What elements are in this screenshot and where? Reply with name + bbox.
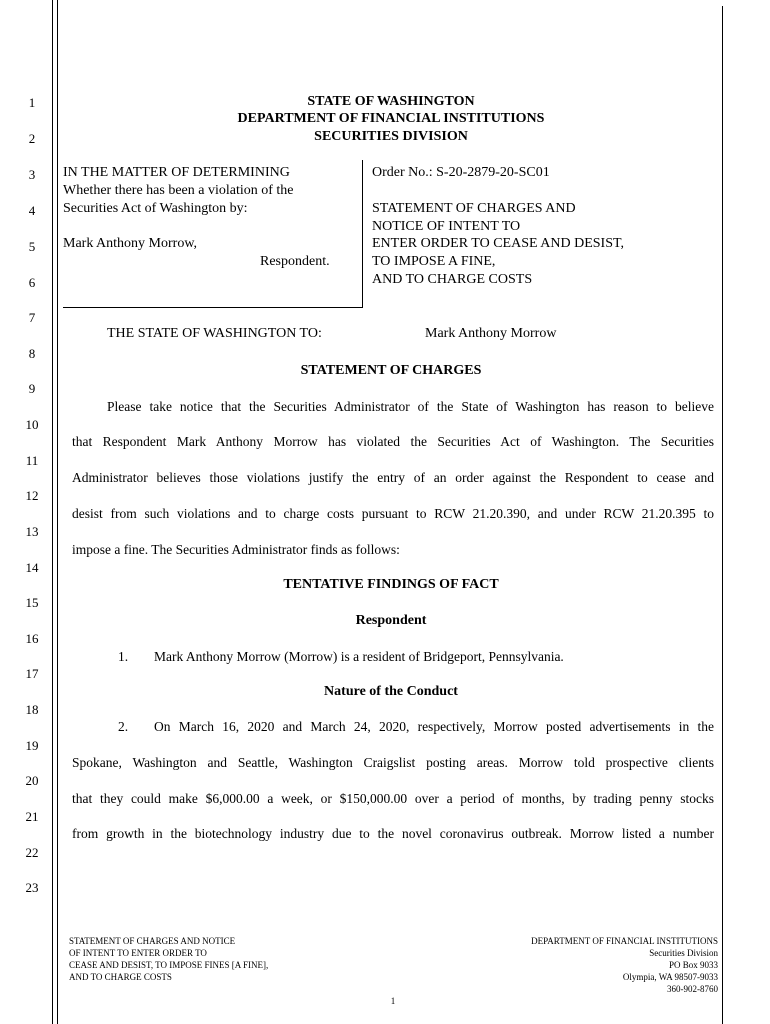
line-number: 6: [28, 275, 36, 290]
line-number: 17: [25, 666, 39, 681]
paragraph-2-number: 2.: [118, 719, 129, 734]
matter-line-2: Whether there has been a violation of the: [63, 183, 294, 198]
paragraph-1-text: Mark Anthony Morrow (Morrow) is a resident of Bridgeport, Pennsylvania.: [154, 649, 564, 664]
line-number: 9: [28, 381, 36, 396]
paragraph-2-line-4: from growth in the biotechnology industry due to the novel coronavirus outbreak. Morrow listed a number: [72, 826, 714, 841]
footer-left-line: AND TO CHARGE COSTS: [69, 972, 172, 982]
line-number: 23: [25, 880, 39, 895]
footer-left-line: STATEMENT OF CHARGES AND NOTICE: [69, 936, 236, 946]
paragraph-1-number: 1.: [118, 649, 129, 664]
right-margin-rule: [722, 6, 723, 1024]
line-number: 22: [25, 845, 39, 860]
footer-page-number: 1: [390, 996, 396, 1006]
line-number: 15: [25, 595, 39, 610]
caption-divider-vertical: [362, 160, 363, 308]
line-number: 11: [25, 453, 39, 468]
heading-findings-of-fact: TENTATIVE FINDINGS OF FACT: [283, 577, 499, 592]
header-state: STATE OF WASHINGTON: [307, 94, 475, 109]
order-title-line-3: ENTER ORDER TO CEASE AND DESIST,: [372, 236, 625, 251]
intro-line-5: impose a fine. The Securities Administrator finds as follows:: [72, 542, 400, 557]
heading-nature-of-conduct: Nature of the Conduct: [324, 684, 458, 699]
line-number: 13: [25, 524, 39, 539]
line-number: 2: [28, 131, 36, 146]
caption-divider-horizontal: [63, 307, 363, 308]
line-number: 8: [28, 346, 36, 361]
footer-left-block: [69, 935, 268, 983]
line-number: 18: [25, 702, 39, 717]
matter-line-3: Securities Act of Washington by:: [63, 201, 248, 216]
footer-right-line: PO Box 9033: [668, 960, 718, 970]
line-number: 4: [28, 203, 36, 218]
order-title-line-5: AND TO CHARGE COSTS: [372, 272, 533, 287]
left-margin-rule-inner: [57, 0, 58, 1024]
header-division: SECURITIES DIVISION: [314, 129, 468, 144]
left-margin-rule-outer: [52, 0, 53, 1024]
order-title-line-1: STATEMENT OF CHARGES AND: [372, 201, 576, 216]
order-title-line-4: TO IMPOSE A FINE,: [372, 254, 496, 269]
respondent-name: Mark Anthony Morrow,: [63, 236, 198, 251]
intro-line-2: that Respondent Mark Anthony Morrow has violated the Securities Act of Washington. The Securities: [72, 434, 714, 449]
footer-left-line: CEASE AND DESIST, TO IMPOSE FINES [A FINE],: [69, 960, 269, 970]
line-number: 10: [25, 417, 39, 432]
line-number: 20: [25, 773, 39, 788]
order-number: Order No.: S-20-2879-20-SC01: [372, 165, 550, 180]
paragraph-2-line-3: that they could make $6,000.00 a week, or $150,000.00 over a period of months, by trading penny stocks: [72, 791, 714, 806]
paragraph-2-line-1: On March 16, 2020 and March 24, 2020, respectively, Morrow posted advertisements in the: [154, 719, 714, 734]
line-number: 1: [28, 95, 36, 110]
footer-right-line: DEPARTMENT OF FINANCIAL INSTITUTIONS: [531, 936, 718, 946]
line-number: 16: [25, 631, 39, 646]
matter-line-1: IN THE MATTER OF DETERMINING: [63, 165, 290, 180]
addressee-label: THE STATE OF WASHINGTON TO:: [107, 326, 322, 341]
line-number: 12: [25, 488, 39, 503]
line-number: 7: [28, 310, 36, 325]
footer-right-line: Securities Division: [649, 948, 718, 958]
intro-line-1: Please take notice that the Securities Administrator of the State of Washington has reason to believe: [107, 399, 714, 414]
line-number: 5: [28, 239, 36, 254]
heading-respondent: Respondent: [355, 613, 427, 628]
line-number: 19: [25, 738, 39, 753]
heading-statement-of-charges: STATEMENT OF CHARGES: [300, 363, 482, 378]
line-number: 14: [25, 560, 39, 575]
footer-right-line: Olympia, WA 98507-9033: [622, 972, 718, 982]
footer-right-line: 360-902-8760: [667, 984, 718, 994]
paragraph-2-line-2: Spokane, Washington and Seattle, Washington Craigslist posting areas. Morrow told prospective clients: [72, 755, 714, 770]
footer-right-block: [480, 935, 718, 995]
respondent-label: Respondent.: [260, 254, 330, 269]
header-department: DEPARTMENT OF FINANCIAL INSTITUTIONS: [237, 111, 545, 126]
intro-line-4: desist from such violations and to charge costs pursuant to RCW 21.20.390, and under RCW 21.20.395 to: [72, 506, 714, 521]
line-number: 21: [25, 809, 39, 824]
footer-left-line: OF INTENT TO ENTER ORDER TO: [69, 948, 207, 958]
intro-line-3: Administrator believes those violations justify the entry of an order against the Respondent to cease and: [72, 470, 714, 485]
order-title-line-2: NOTICE OF INTENT TO: [372, 219, 521, 234]
line-number: 3: [28, 167, 36, 182]
addressee-name: Mark Anthony Morrow: [425, 326, 557, 341]
